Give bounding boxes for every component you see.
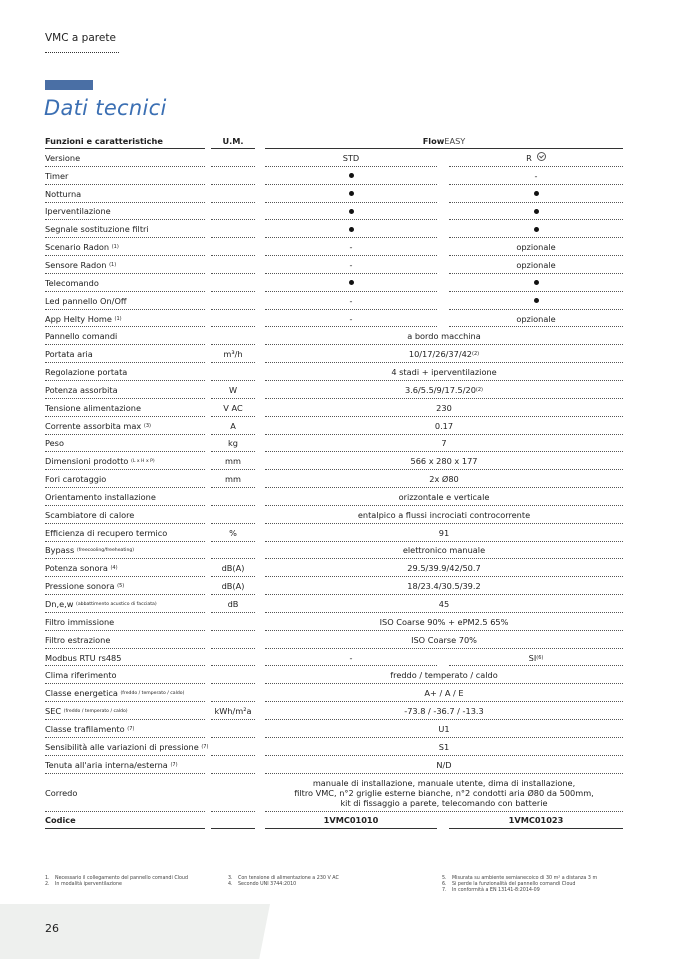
row-label: Telecomando [45, 277, 99, 288]
header-label: Funzioni e caratteristiche [45, 136, 163, 146]
row-label: Filtro estrazione [45, 634, 111, 645]
bullet-icon [349, 191, 354, 196]
table-row [45, 756, 623, 774]
row-label: Timer [45, 170, 69, 181]
row-std [265, 185, 437, 203]
footnote: 5. Misurata su ambiente semianecoico di 30 m² a distanza 3 m [442, 876, 598, 881]
row-um [211, 203, 255, 221]
row-std [265, 274, 437, 292]
bullet-icon [534, 280, 539, 285]
bullet-icon [534, 191, 539, 196]
codice-row [45, 812, 623, 830]
row-label: Potenza assorbita [45, 384, 118, 395]
bullet-icon [349, 227, 354, 232]
row-label: Regolazione portata [45, 367, 128, 378]
table-row [45, 203, 623, 221]
row-value: A+ / A / E [424, 688, 464, 699]
row-um [211, 756, 255, 774]
table-row [45, 220, 623, 238]
table-row [45, 452, 623, 470]
table-row [45, 238, 623, 256]
table-row [45, 613, 623, 631]
row-value: 7 [441, 438, 447, 449]
row-std [265, 220, 437, 238]
row-value: 2x Ø80 [429, 474, 459, 485]
header-um: U.M. [222, 136, 244, 146]
row-um [211, 327, 255, 345]
section-title: VMC a parete [45, 32, 116, 44]
row-r [449, 274, 623, 292]
codice-r: 1VMC01023 [508, 815, 564, 826]
accent-bar [45, 80, 93, 90]
row-label: Fori carotaggio [45, 474, 107, 485]
row-label: Dimensioni prodotto (L x H x P) [45, 456, 155, 467]
row-um [211, 310, 255, 328]
footnote: 2. In modalità iperventilazione [45, 882, 122, 887]
page-title: Dati tecnici [44, 96, 167, 120]
row-um [211, 613, 255, 631]
row-label: Peso [45, 438, 64, 449]
row-um: dB(A) [221, 563, 245, 574]
row-label: Segnale sostituzione filtri [45, 224, 149, 235]
footnote: 7. In conformità a EN 13141-8:2014-09 [442, 888, 540, 893]
row-label: Scenario Radon (1) [45, 242, 119, 253]
corredo-line: kit di fissaggio a parete, telecomando con batterie [340, 797, 548, 808]
row-um: V AC [223, 402, 243, 413]
table-row [45, 631, 623, 649]
row-label-detail: (L x H x P) [131, 458, 155, 464]
footnotes-col-3 [442, 876, 597, 894]
row-um [211, 631, 255, 649]
row-value: S1 [438, 741, 450, 752]
footnote: 1. Necessario il collegamento del pannello comandi Cloud [45, 876, 189, 881]
row-std: - [349, 295, 353, 306]
row-value: 91 [438, 527, 450, 538]
row-label: Tenuta all'aria interna/esterna (7) [45, 759, 178, 770]
row-um [211, 488, 255, 506]
table-row [45, 595, 623, 613]
row-value: 45 [438, 599, 450, 610]
row-um [211, 649, 255, 667]
bullet-icon [349, 173, 354, 178]
table-row [45, 274, 623, 292]
row-value: -73.8 / -36.7 / -13.3 [404, 706, 484, 717]
row-value: 230 [436, 402, 452, 413]
footnotes-col-1 [45, 876, 188, 888]
row-um: mm [225, 456, 241, 467]
row-um [211, 220, 255, 238]
row-label: Dn,e,w (abbattimento acustico di facciata) [45, 599, 157, 610]
row-r: - [534, 170, 538, 181]
row-value: ISO Coarse 90% + ePM2.5 65% [379, 616, 509, 627]
row-um [211, 738, 255, 756]
table-header-row [45, 133, 623, 149]
row-label: Portata aria [45, 349, 93, 360]
row-label: Efficienza di recupero termico [45, 527, 168, 538]
table-row [45, 363, 623, 381]
row-r: opzionale [516, 259, 556, 270]
row-value: 0.17 [434, 420, 454, 431]
table-row [45, 649, 623, 667]
header-divider [45, 52, 119, 53]
footer-background [0, 904, 270, 959]
check-circle-icon [537, 152, 546, 161]
row-label: Classe trafilamento (7) [45, 723, 135, 734]
row-value: N/D [436, 759, 452, 770]
row-um [211, 720, 255, 738]
row-value: ISO Coarse 70% [411, 634, 477, 645]
row-std: - [349, 242, 353, 253]
table-row [45, 506, 623, 524]
footnote: 3. Con tensione di alimentazione a 230 V AC [228, 876, 339, 881]
table-row [45, 702, 623, 720]
codice-label: Codice [45, 815, 76, 826]
row-value: freddo / temperato / caldo [390, 670, 498, 681]
specs-table [45, 133, 623, 829]
version-r [449, 149, 623, 167]
table-row [45, 666, 623, 684]
bullet-icon [349, 280, 354, 285]
codice-std: 1VMC01010 [323, 815, 379, 826]
row-r [449, 185, 623, 203]
bullet-icon [534, 227, 539, 232]
row-um [211, 363, 255, 381]
corredo-row [45, 774, 623, 812]
table-row [45, 577, 623, 595]
row-label-detail: (freddo / temperato / caldo) [63, 708, 128, 714]
row-um [211, 684, 255, 702]
table-row [45, 167, 623, 185]
table-row [45, 185, 623, 203]
row-value: U1 [438, 723, 450, 734]
page-number: 26 [45, 922, 59, 935]
row-value: 566 x 280 x 177 [410, 456, 478, 467]
table-row [45, 345, 623, 363]
row-value: 4 stadi + iperventilazione [391, 367, 497, 378]
table-row [45, 292, 623, 310]
row-label: Classe energetica (freddo / temperato / caldo) [45, 688, 185, 699]
row-um: mm [225, 474, 241, 485]
row-um: kWh/m²a [214, 706, 252, 717]
row-r [449, 220, 623, 238]
version-r-label: R [526, 152, 532, 163]
row-um [211, 167, 255, 185]
bullet-icon [534, 298, 539, 303]
row-value: 18/23.4/30.5/39.2 [407, 581, 481, 592]
table-row [45, 399, 623, 417]
version-label: Versione [45, 152, 81, 163]
corredo-line: filtro VMC, n°2 griglie esterne bianche, n°2 condotti aria Ø80 da 500mm, [294, 787, 594, 798]
corredo-value [265, 774, 623, 812]
row-value: 10/17/26/37/42 (2) [408, 349, 480, 360]
row-um [211, 274, 255, 292]
row-label: Iperventilazione [45, 206, 111, 217]
row-label: Pannello comandi [45, 331, 118, 342]
row-value: 29.5/39.9/42/50.7 [407, 563, 481, 574]
row-label: Clima riferimento [45, 670, 117, 681]
row-label: Potenza sonora (4) [45, 563, 118, 574]
table-row [45, 310, 623, 328]
table-row [45, 435, 623, 453]
footnote: 6. Si perde la funzionalità del pannello comandi Cloud [442, 882, 576, 887]
row-label: Scambiatore di calore [45, 509, 135, 520]
row-value: a bordo macchina [407, 331, 481, 342]
table-row [45, 256, 623, 274]
row-std [265, 203, 437, 221]
row-label: Orientamento installazione [45, 491, 156, 502]
row-um: kg [228, 438, 238, 449]
row-um [211, 506, 255, 524]
row-label: SEC (freddo / temperato / caldo) [45, 706, 128, 717]
version-row [45, 149, 623, 167]
row-r [449, 203, 623, 221]
row-label: Corrente assorbita max (3) [45, 420, 151, 431]
table-row [45, 417, 623, 435]
product-name-bold: Flow [422, 136, 445, 146]
table-row [45, 738, 623, 756]
row-label: Tensione alimentazione [45, 402, 142, 413]
row-um: dB(A) [221, 581, 245, 592]
footnotes-col-2 [228, 876, 339, 888]
row-um [211, 542, 255, 560]
row-label: Filtro immissione [45, 616, 115, 627]
row-label: Pressione sonora (5) [45, 581, 125, 592]
corredo-label: Corredo [45, 787, 78, 798]
row-um: W [228, 384, 238, 395]
table-row [45, 559, 623, 577]
bullet-icon [349, 209, 354, 214]
version-std: STD [342, 152, 360, 163]
row-label-detail: (freecooling/freeheating) [76, 547, 135, 553]
row-um [211, 666, 255, 684]
table-row [45, 524, 623, 542]
row-label: Modbus RTU rs485 [45, 652, 122, 663]
corredo-line: manuale di installazione, manuale utente, dima di installazione, [312, 777, 576, 788]
row-label: Sensore Radon (1) [45, 259, 117, 270]
row-um: % [229, 527, 237, 538]
row-std [265, 167, 437, 185]
row-um: A [230, 420, 236, 431]
row-value: 3.6/5.5/9/17.5/20 (2) [404, 384, 484, 395]
row-r: SI (6) [528, 652, 544, 663]
row-r: opzionale [516, 313, 556, 324]
table-row [45, 381, 623, 399]
row-std: - [349, 313, 353, 324]
row-std: - [349, 652, 353, 663]
row-std: - [349, 259, 353, 270]
row-um [211, 185, 255, 203]
row-um: dB [227, 599, 239, 610]
row-r [449, 292, 623, 310]
row-label: Bypass (freecooling/freeheating) [45, 545, 135, 556]
row-label: Notturna [45, 188, 82, 199]
product-name-light: EASY [444, 136, 466, 146]
table-row [45, 684, 623, 702]
row-value: entalpico a flussi incrociati controcorrente [357, 509, 531, 520]
bullet-icon [534, 209, 539, 214]
table-row [45, 470, 623, 488]
row-value: elettronico manuale [402, 545, 486, 556]
row-label: App Helty Home (1) [45, 313, 122, 324]
footnote: 4. Secondo UNI 3744:2010 [228, 882, 297, 887]
row-r: opzionale [516, 242, 556, 253]
row-label: Led pannello On/Off [45, 295, 127, 306]
row-um [211, 256, 255, 274]
table-row [45, 488, 623, 506]
table-row [45, 720, 623, 738]
table-row [45, 542, 623, 560]
row-um [211, 238, 255, 256]
row-um [211, 292, 255, 310]
row-value: orizzontale e verticale [398, 491, 490, 502]
row-label: Sensibilità alle variazioni di pressione (7) [45, 741, 209, 752]
row-um: m³/h [223, 349, 243, 360]
header-product [265, 133, 623, 149]
row-label-detail: (abbattimento acustico di facciata) [76, 601, 157, 607]
table-row [45, 327, 623, 345]
row-label-detail: (freddo / temperato / caldo) [120, 690, 185, 696]
